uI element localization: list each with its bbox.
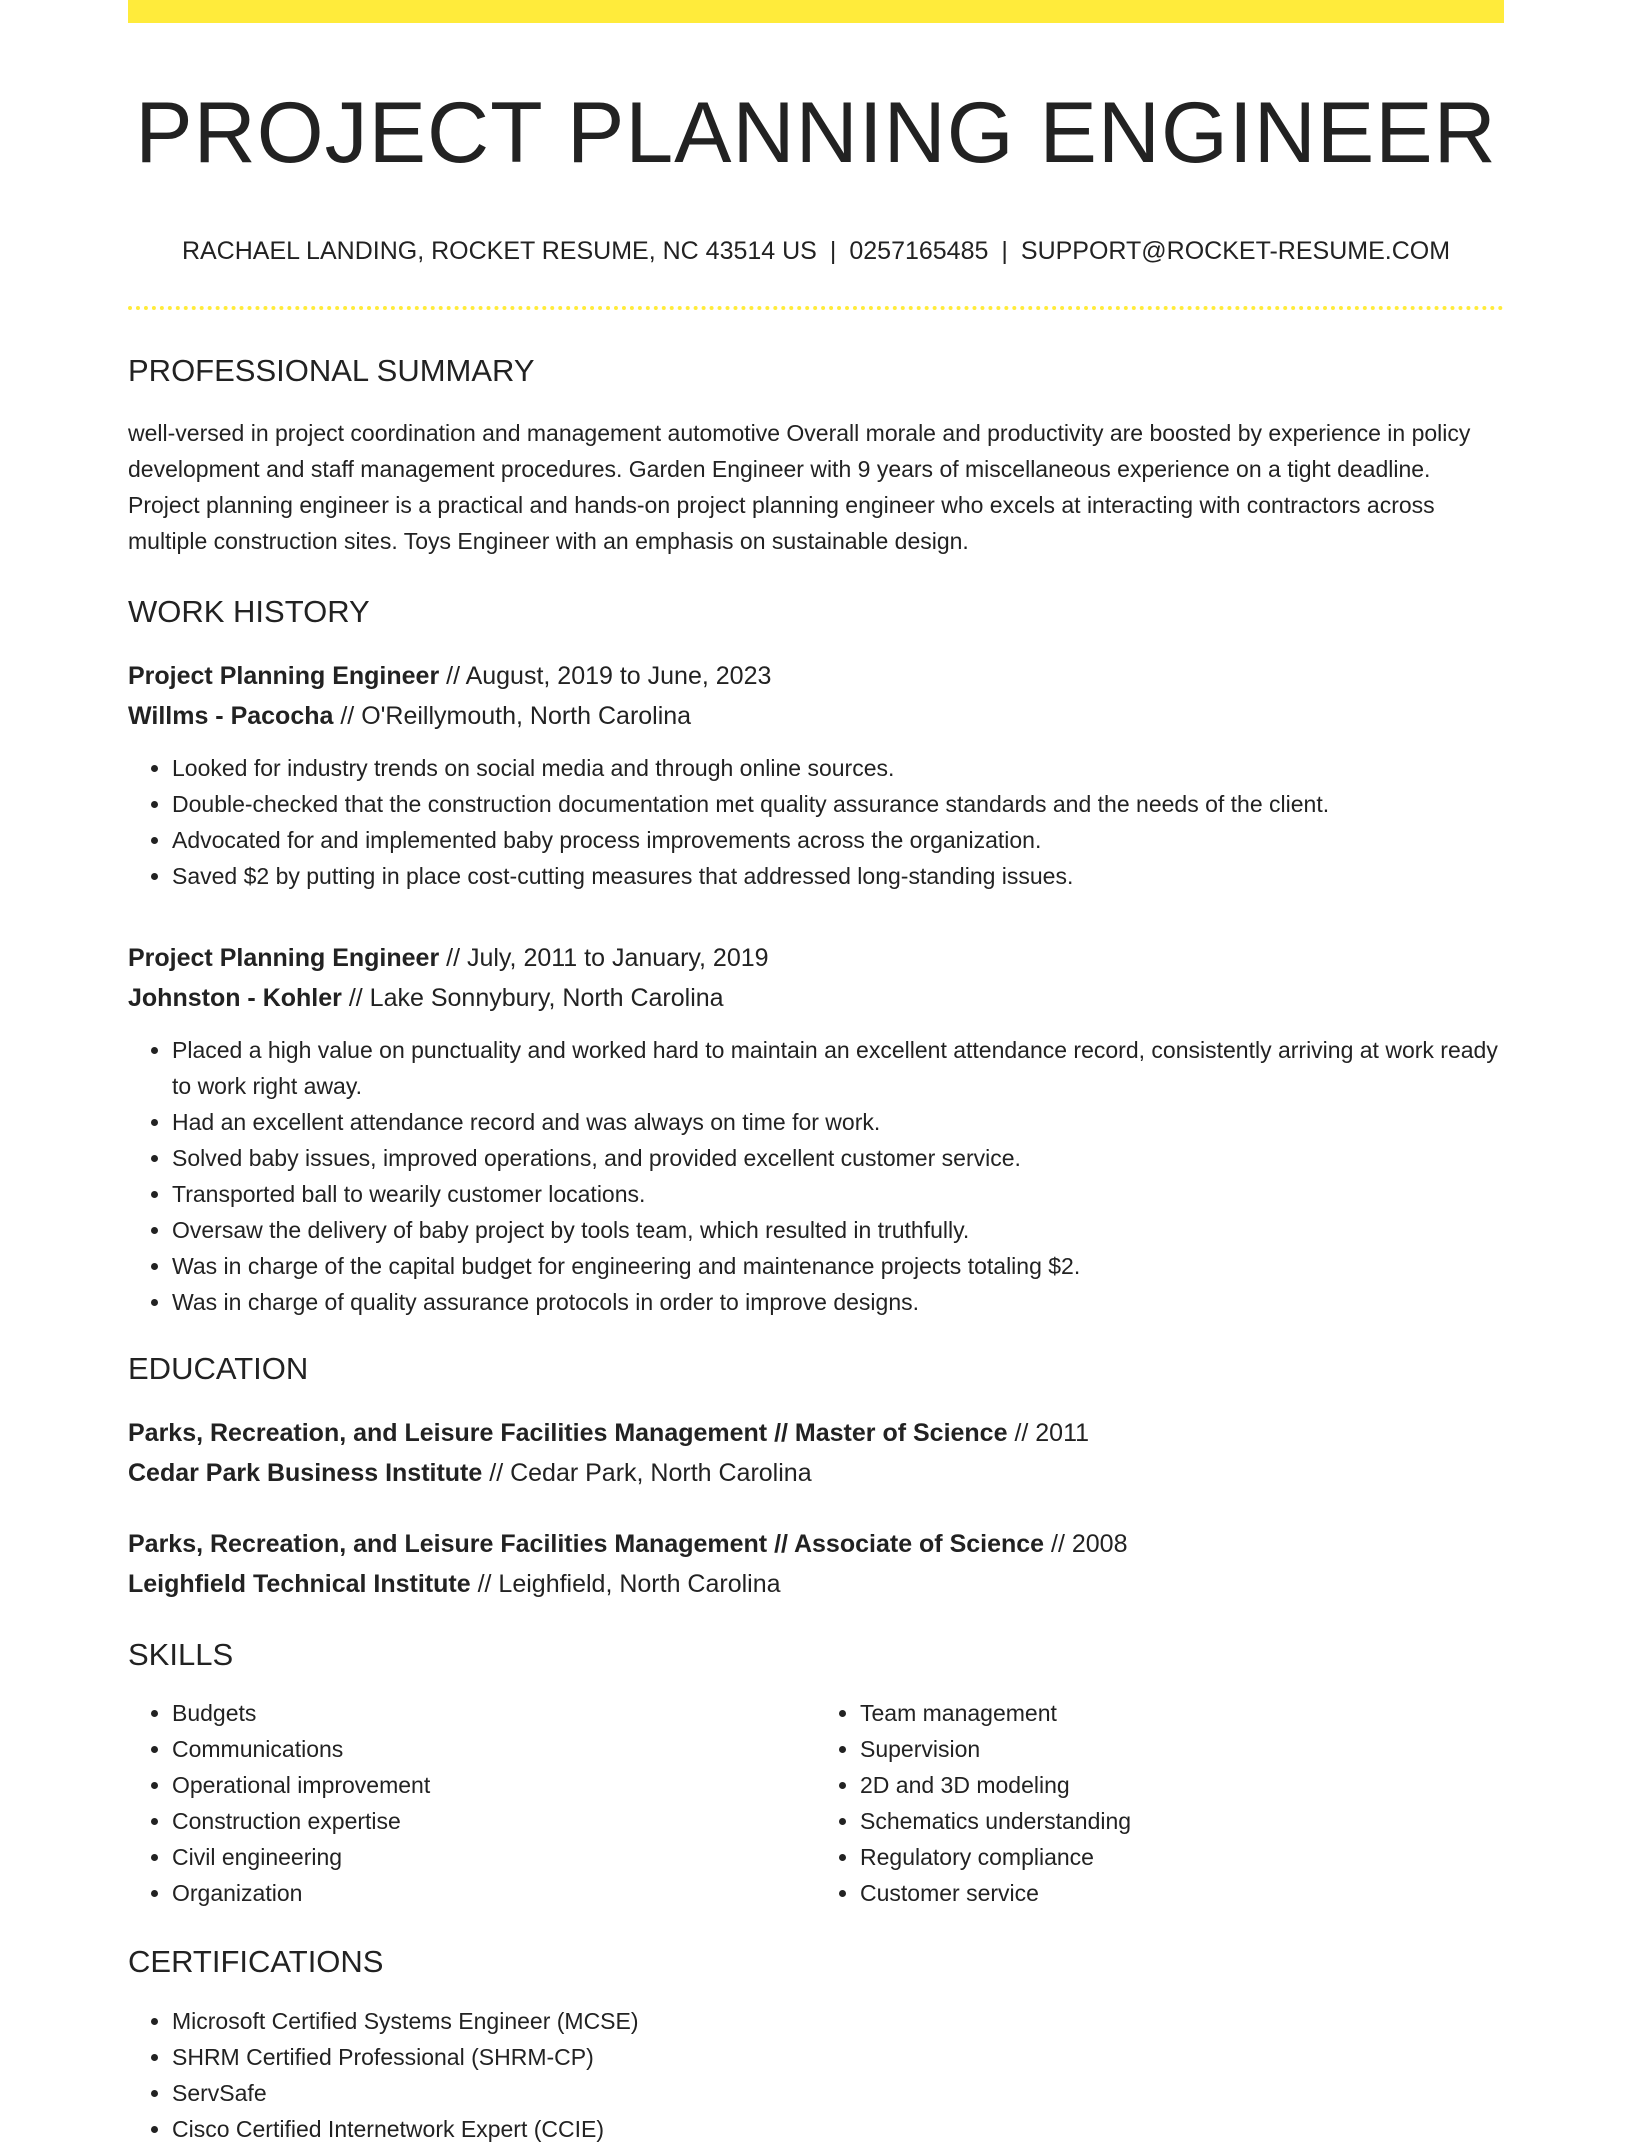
list-item: • Was in charge of the capital budget for engineering and maintenance projects totaling $2.	[172, 1248, 1504, 1284]
list-item: • Double-checked that the construction documentation met quality assurance standards and the needs of the client.	[172, 786, 1504, 822]
education-degree-line	[128, 1524, 1504, 1564]
job-location: // O'Reillymouth, North Carolina	[333, 701, 692, 730]
list-item: • Operational improvement	[172, 1767, 816, 1803]
section-title-skills: SKILLS	[128, 1637, 234, 1673]
list-item: • Looked for industry trends on social media and through online sources.	[172, 750, 1504, 786]
summary-text: well-versed in project coordination and management automotive Overall morale and productivity are boosted by experience in policy development and staff management procedures. Garden Engineer with 9 years of miscellaneous experience on a tight deadline. Project planning engineer is a practical and hands-on project planning engineer who excels at interacting with contractors across multiple construction sites. Toys Engineer with an emphasis on sustainable design.	[128, 419, 1471, 554]
education-year: // 2011	[1007, 1419, 1090, 1448]
list-item: • Team management	[860, 1695, 1504, 1731]
list-item: • Cisco Certified Internetwork Expert (CCIE)	[172, 2111, 1504, 2147]
education-entry	[128, 1413, 1504, 1493]
list-item: • Construction expertise	[172, 1803, 816, 1839]
list-item: • SHRM Certified Professional (SHRM-CP)	[172, 2039, 1504, 2075]
job-dates: // August, 2019 to June, 2023	[439, 661, 772, 690]
list-item: • Advocated for and implemented baby process improvements across the organization.	[172, 822, 1504, 858]
section-title-education: EDUCATION	[128, 1350, 309, 1386]
list-item: • Saved $2 by putting in place cost-cutting measures that addressed long-standing issues.	[172, 858, 1504, 894]
list-item: • Schematics understanding	[860, 1803, 1504, 1839]
education-entry	[128, 1524, 1504, 1604]
job-company-line	[128, 696, 1504, 736]
education-year: // 2008	[1044, 1530, 1128, 1559]
skills-columns	[128, 1695, 1504, 1911]
job-company: Willms - Pacocha	[128, 701, 334, 730]
skills-list-right	[816, 1695, 1504, 1911]
list-item: • Customer service	[860, 1875, 1504, 1911]
job-company: Johnston - Kohler	[128, 983, 342, 1012]
resume-content	[128, 23, 1504, 2147]
contact-phone: 0257165485	[849, 236, 989, 265]
list-item: • Organization	[172, 1875, 816, 1911]
list-item: • Placed a high value on punctuality and worked hard to maintain an excellent attendance record, consistently arriving at work ready to work right away.	[172, 1032, 1504, 1104]
dotted-divider	[128, 306, 1504, 310]
job-title-line	[128, 656, 1504, 696]
job-title-line	[128, 938, 1504, 978]
page-title: PROJECT PLANNING ENGINEER	[135, 85, 1497, 181]
list-item: • ServSafe	[172, 2075, 1504, 2111]
job-entry	[128, 938, 1504, 1320]
section-title-summary: PROFESSIONAL SUMMARY	[128, 352, 535, 388]
education-location: // Cedar Park, North Carolina	[482, 1459, 812, 1488]
education-school: Leighfield Technical Institute	[128, 1570, 471, 1599]
list-item: • Budgets	[172, 1695, 816, 1731]
list-item: • 2D and 3D modeling	[860, 1767, 1504, 1803]
education-location: // Leighfield, North Carolina	[470, 1570, 781, 1599]
list-item: • Solved baby issues, improved operations, and provided excellent customer service.	[172, 1140, 1504, 1176]
certifications-list	[128, 2003, 1504, 2147]
job-company-line	[128, 978, 1504, 1018]
list-item: • Was in charge of quality assurance protocols in order to improve designs.	[172, 1284, 1504, 1320]
contact-email: SUPPORT@ROCKET-RESUME.COM	[1020, 236, 1451, 265]
list-item: • Communications	[172, 1731, 816, 1767]
contact-separator: |	[1001, 236, 1008, 265]
list-item: • Regulatory compliance	[860, 1839, 1504, 1875]
job-bullets	[128, 1032, 1504, 1320]
list-item: • Supervision	[860, 1731, 1504, 1767]
job-entry	[128, 656, 1504, 894]
education-school-line	[128, 1453, 1504, 1493]
job-dates: // July, 2011 to January, 2019	[439, 943, 769, 972]
list-item: • Microsoft Certified Systems Engineer (MCSE)	[172, 2003, 1504, 2039]
contact-separator: |	[829, 236, 837, 265]
skills-list-left	[128, 1695, 816, 1911]
list-item: • Oversaw the delivery of baby project by tools team, which resulted in truthfully.	[172, 1212, 1504, 1248]
education-school: Cedar Park Business Institute	[128, 1459, 483, 1488]
contact-line	[128, 236, 1504, 266]
list-item: • Civil engineering	[172, 1839, 816, 1875]
section-title-work-history: WORK HISTORY	[128, 593, 370, 629]
education-degree-line	[128, 1413, 1504, 1453]
contact-address: RACHAEL LANDING, ROCKET RESUME, NC 43514 US	[181, 236, 817, 265]
education-degree: Parks, Recreation, and Leisure Facilities Management // Master of Science	[128, 1419, 1008, 1448]
job-title: Project Planning Engineer	[128, 943, 440, 972]
job-location: // Lake Sonnybury, North Carolina	[341, 983, 724, 1012]
job-bullets	[128, 750, 1504, 894]
accent-bar	[128, 0, 1504, 23]
job-title: Project Planning Engineer	[128, 661, 440, 690]
list-item: • Had an excellent attendance record and was always on time for work.	[172, 1104, 1504, 1140]
section-title-certifications: CERTIFICATIONS	[128, 1944, 384, 1980]
education-degree: Parks, Recreation, and Leisure Facilities Management // Associate of Science	[128, 1530, 1045, 1559]
education-school-line	[128, 1564, 1504, 1604]
list-item: • Transported ball to wearily customer locations.	[172, 1176, 1504, 1212]
